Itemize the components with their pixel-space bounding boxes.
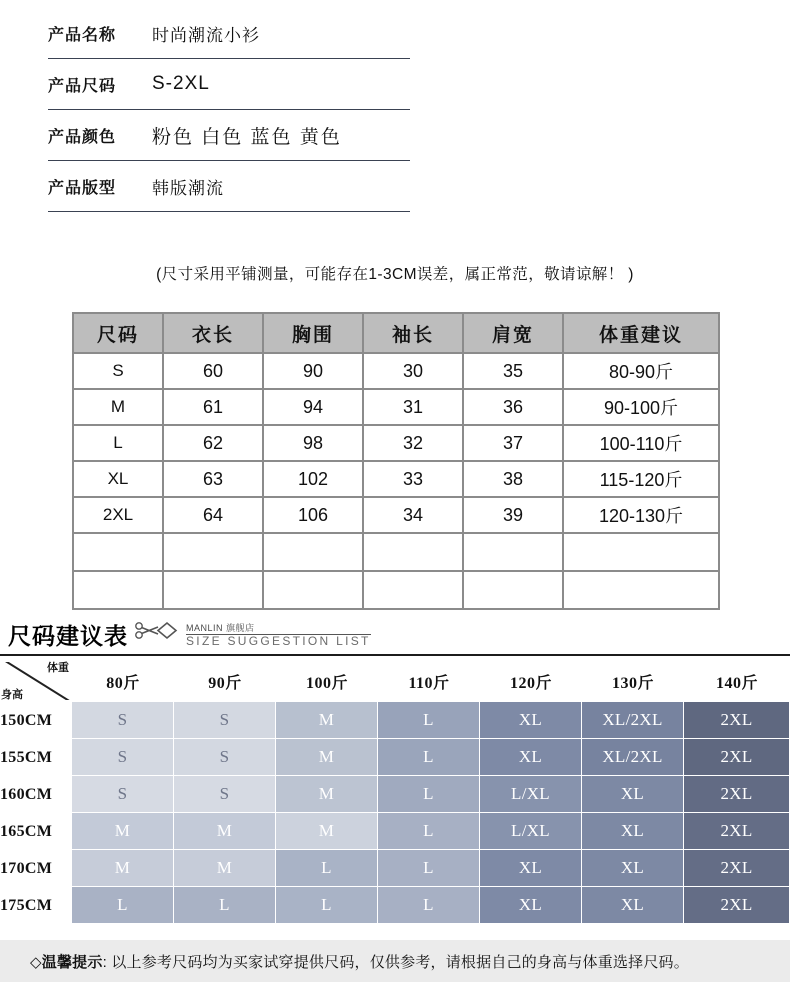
size-table-cell: 62 <box>163 425 263 461</box>
warm-tip-band <box>0 940 790 982</box>
scissors-diamond-logo-icon <box>134 620 182 647</box>
suggestion-cell: M <box>72 850 174 887</box>
size-table-header-cell: 体重建议 <box>563 313 719 353</box>
suggestion-cell: L <box>378 739 480 776</box>
warm-tip-colon: : <box>102 953 112 971</box>
size-table-cell: 37 <box>463 425 563 461</box>
grid-header-row <box>0 660 790 702</box>
size-table-cell: 90 <box>263 353 363 389</box>
product-info-value: S-2XL <box>152 73 210 94</box>
size-table-cell: 61 <box>163 389 263 425</box>
size-table-row <box>73 497 719 533</box>
size-table-size-cell: 2XL <box>73 497 163 533</box>
suggestion-cell: L <box>72 887 174 924</box>
size-table-blank-cell <box>363 571 463 609</box>
suggestion-cell: XL <box>582 887 684 924</box>
size-table-cell: 106 <box>263 497 363 533</box>
size-measurement-table <box>72 312 720 610</box>
size-table-row <box>73 425 719 461</box>
size-table-cell: 39 <box>463 497 563 533</box>
height-row-header: 175CM <box>0 896 53 914</box>
size-table-cell: 32 <box>363 425 463 461</box>
size-table-cell: 36 <box>463 389 563 425</box>
product-info-value: 粉色 白色 蓝色 黄色 <box>152 126 342 148</box>
size-table-body <box>73 353 719 609</box>
product-info-label: 产品版型 <box>48 179 117 197</box>
heading-divider <box>0 654 790 656</box>
size-table-blank-cell <box>463 571 563 609</box>
product-info-label: 产品尺码 <box>48 77 117 95</box>
brand-name: MANLIN 旗舰店 <box>186 624 371 635</box>
suggestion-cell: M <box>174 813 276 850</box>
grid-row <box>0 776 790 813</box>
product-info-row <box>48 8 410 59</box>
suggestion-cell: L <box>276 887 378 924</box>
suggestion-cell: S <box>174 702 276 739</box>
suggestion-cell: 2XL <box>684 813 790 850</box>
size-table-blank-cell <box>363 533 463 571</box>
size-table-cell: 120-130斤 <box>563 497 719 533</box>
suggestion-cell: S <box>72 776 174 813</box>
product-info-row <box>48 110 410 161</box>
height-axis-label: 身高 <box>1 689 23 701</box>
size-suggestion-heading <box>8 620 371 648</box>
suggestion-cell: M <box>276 813 378 850</box>
suggestion-cell: L <box>378 850 480 887</box>
height-row-header: 155CM <box>0 748 53 766</box>
size-table-cell: 30 <box>363 353 463 389</box>
weight-column-header: 110斤 <box>408 674 450 692</box>
suggestion-cell: M <box>276 776 378 813</box>
axis-corner-cell <box>0 660 72 702</box>
size-table-cell: 90-100斤 <box>563 389 719 425</box>
suggestion-cell: XL <box>582 813 684 850</box>
suggestion-cell: 2XL <box>684 850 790 887</box>
size-table-header-cell: 胸围 <box>263 313 363 353</box>
size-table-blank-cell <box>263 571 363 609</box>
suggestion-cell: XL/2XL <box>582 739 684 776</box>
suggestion-cell: M <box>276 739 378 776</box>
size-table-cell: 80-90斤 <box>563 353 719 389</box>
size-suggestion-grid <box>0 660 790 924</box>
suggestion-cell: L <box>378 702 480 739</box>
size-table-cell: 35 <box>463 353 563 389</box>
grid-row <box>0 850 790 887</box>
warm-tip-body: 以上参考尺码均为买家试穿提供尺码，仅供参考，请根据自己的身高与体重选择尺码。 <box>111 953 689 971</box>
suggestion-cell: L <box>378 887 480 924</box>
size-table-cell: 63 <box>163 461 263 497</box>
size-table-header-cell: 尺码 <box>73 313 163 353</box>
size-table-row <box>73 461 719 497</box>
brand-subtitle: SIZE SUGGESTION LIST <box>186 634 371 649</box>
grid-row <box>0 739 790 776</box>
suggestion-cell: S <box>174 776 276 813</box>
suggestion-cell: XL <box>480 850 582 887</box>
size-table-cell: 102 <box>263 461 363 497</box>
suggestion-cell: L/XL <box>480 813 582 850</box>
size-table-blank-cell <box>73 533 163 571</box>
suggestion-cell: S <box>72 739 174 776</box>
suggestion-cell: L <box>378 776 480 813</box>
suggestion-cell: XL <box>480 702 582 739</box>
size-table-blank-cell <box>463 533 563 571</box>
suggestion-cell: 2XL <box>684 702 790 739</box>
size-table-size-cell: XL <box>73 461 163 497</box>
size-table-blank-cell <box>163 533 263 571</box>
grid-row <box>0 702 790 739</box>
weight-axis-label: 体重 <box>47 662 69 674</box>
size-table-blank-cell <box>563 533 719 571</box>
size-table-size-cell: L <box>73 425 163 461</box>
measurement-note: (尺寸采用平铺测量，可能存在1-3CM误差，属正常范，敬请谅解！ ) <box>156 266 634 283</box>
size-table-cell: 33 <box>363 461 463 497</box>
size-table-cell: 60 <box>163 353 263 389</box>
size-table-row <box>73 353 719 389</box>
height-row-header: 160CM <box>0 785 53 803</box>
suggestion-cell: 2XL <box>684 887 790 924</box>
weight-column-header: 120斤 <box>509 674 552 692</box>
suggestion-cell: L <box>378 813 480 850</box>
size-table-cell: 115-120斤 <box>563 461 719 497</box>
size-table-header-cell: 衣长 <box>163 313 263 353</box>
suggestion-cell: L <box>174 887 276 924</box>
size-table-blank-row <box>73 571 719 609</box>
height-row-header: 170CM <box>0 859 53 877</box>
size-suggestion-title: 尺码建议表 <box>8 623 128 649</box>
weight-column-header: 90斤 <box>208 674 242 692</box>
size-table-cell: 34 <box>363 497 463 533</box>
suggestion-cell: XL <box>582 776 684 813</box>
size-table-cell: 94 <box>263 389 363 425</box>
height-row-header: 165CM <box>0 822 53 840</box>
product-info-value: 韩版潮流 <box>152 178 224 198</box>
suggestion-cell: L/XL <box>480 776 582 813</box>
weight-column-header: 100斤 <box>305 674 348 692</box>
suggestion-cell: L <box>276 850 378 887</box>
size-table-cell: 64 <box>163 497 263 533</box>
size-table-size-cell: M <box>73 389 163 425</box>
grid-body <box>0 702 790 924</box>
height-row-header: 150CM <box>0 711 53 729</box>
size-table-header-cell: 肩宽 <box>463 313 563 353</box>
grid-row <box>0 813 790 850</box>
size-table-cell: 31 <box>363 389 463 425</box>
size-table-cell: 100-110斤 <box>563 425 719 461</box>
suggestion-cell: XL <box>582 850 684 887</box>
product-info-row <box>48 161 410 212</box>
product-info-table <box>48 8 410 212</box>
size-table-row <box>73 389 719 425</box>
suggestion-cell: XL/2XL <box>582 702 684 739</box>
weight-column-header: 140斤 <box>715 674 758 692</box>
size-table-blank-cell <box>73 571 163 609</box>
warm-tip-label: 温馨提示 <box>41 953 103 971</box>
size-table-size-cell: S <box>73 353 163 389</box>
brand-logo-text <box>186 624 371 648</box>
product-info-value: 时尚潮流小衫 <box>152 25 260 45</box>
suggestion-cell: M <box>276 702 378 739</box>
product-info-label: 产品颜色 <box>48 128 117 146</box>
suggestion-cell: S <box>72 702 174 739</box>
size-table-blank-cell <box>563 571 719 609</box>
size-table-header-cell: 袖长 <box>363 313 463 353</box>
suggestion-cell: XL <box>480 887 582 924</box>
size-table-header-row <box>73 313 719 353</box>
grid-row <box>0 887 790 924</box>
size-table-blank-row <box>73 533 719 571</box>
suggestion-cell: M <box>174 850 276 887</box>
size-suggestion-grid-wrap <box>0 660 790 924</box>
weight-column-header: 80斤 <box>106 674 140 692</box>
suggestion-cell: 2XL <box>684 776 790 813</box>
suggestion-cell: S <box>174 739 276 776</box>
product-info-row <box>48 59 410 110</box>
warm-tip-text <box>30 951 689 972</box>
suggestion-cell: XL <box>480 739 582 776</box>
diamond-icon: ◇ <box>30 953 42 971</box>
product-info-label: 产品名称 <box>48 26 117 44</box>
size-table-cell: 38 <box>463 461 563 497</box>
suggestion-cell: M <box>72 813 174 850</box>
weight-column-header: 130斤 <box>611 674 654 692</box>
suggestion-cell: 2XL <box>684 739 790 776</box>
size-table-blank-cell <box>163 571 263 609</box>
size-table-cell: 98 <box>263 425 363 461</box>
size-table-blank-cell <box>263 533 363 571</box>
